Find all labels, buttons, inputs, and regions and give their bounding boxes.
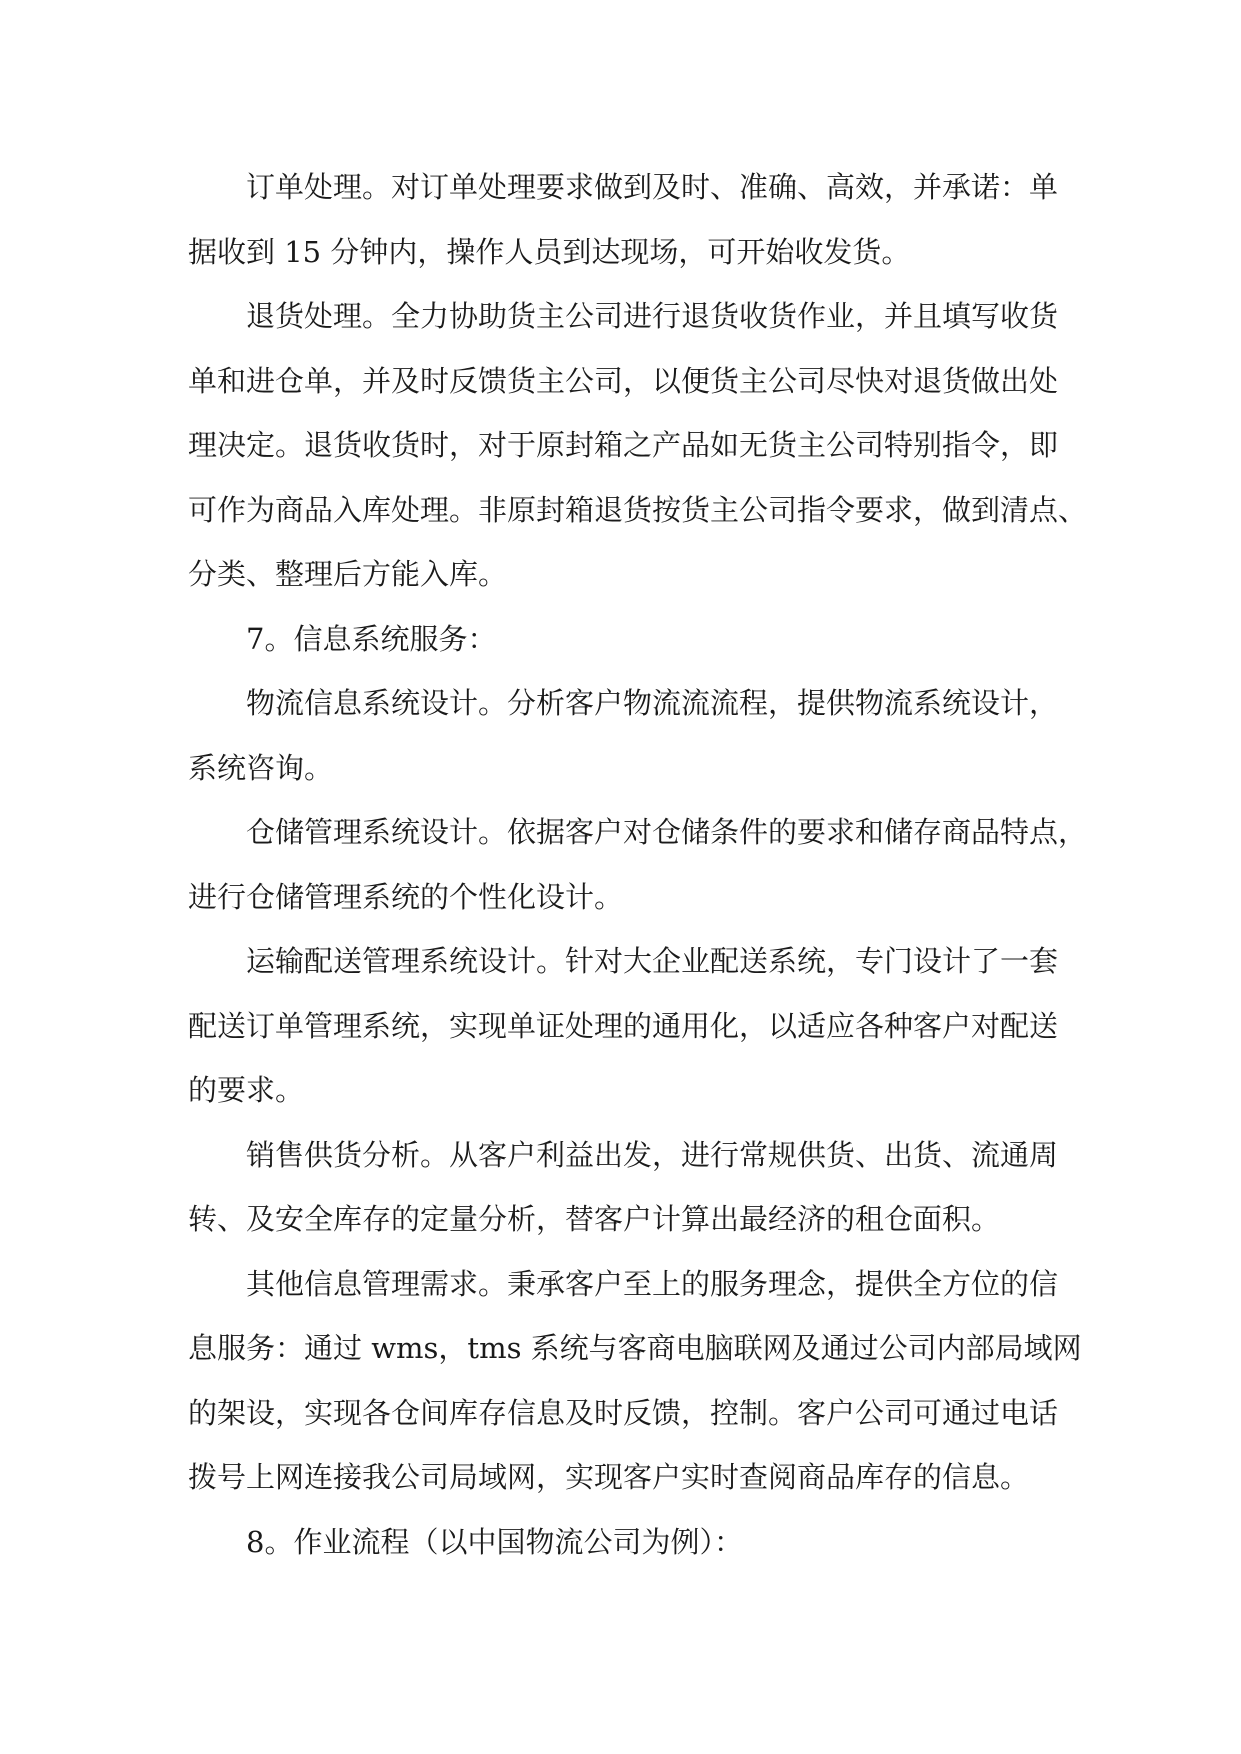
text-line: 息服务：通过 wms，tms 系统与客商电脑联网及通过公司内部局域网 [188,1331,1082,1365]
paragraph-order-processing [188,155,1059,284]
text-line: 销售供货分析。从客户利益出发，进行常规供货、出货、流通周 [246,1137,1059,1172]
text-line: 可作为商品入库处理。非原封箱退货按货主公司指令要求，做到清点、 [188,492,1088,527]
text-line: 系统咨询。 [188,750,334,785]
text-line: 分类、整理后方能入库。 [188,557,508,591]
section-heading-workflow [188,1510,1054,1575]
paragraph-transport-design [188,929,1059,1123]
text-line: 进行仓储管理系统的个性化设计。 [188,879,624,914]
paragraph-warehouse-design [188,800,1088,929]
paragraph-logistics-design [188,671,1059,800]
section-heading: 8。作业流程（以中国物流公司为例）： [246,1524,743,1559]
paragraph-returns-processing [188,284,1088,607]
text-line: 的架设，实现各仓间库存信息及时反馈，控制。客户公司可通过电话 [188,1395,1059,1430]
text-line: 仓储管理系统设计。依据客户对仓储条件的要求和储存商品特点， [246,815,1088,849]
text-line: 其他信息管理需求。秉承客户至上的服务理念，提供全方位的信 [246,1266,1059,1301]
text-line: 运输配送管理系统设计。针对大企业配送系统，专门设计了一套 [246,944,1059,978]
section-heading: 7。信息系统服务： [246,621,497,656]
text-line: 据收到 15 分钟内，操作人员到达现场，可开始收发货。 [188,234,911,269]
text-line: 理决定。退货收货时，对于原封箱之产品如无货主公司特别指令，即 [188,428,1059,462]
section-heading-info-systems [188,607,1054,672]
text-line: 物流信息系统设计。分析客户物流流流程，提供物流系统设计， [246,686,1059,720]
text-line: 退货处理。全力协助货主公司进行退货收货作业，并且填写收货 [246,299,1059,333]
text-line: 拨号上网连接我公司局域网，实现客户实时查阅商品库存的信息。 [188,1460,1030,1494]
paragraph-sales-analysis [188,1123,1059,1252]
document-page [188,155,1088,1574]
text-line: 的要求。 [188,1073,305,1107]
text-line: 订单处理。对订单处理要求做到及时、准确、高效，并承诺：单 [246,170,1059,204]
text-line: 转、及安全库存的定量分析，替客户计算出最经济的租仓面积。 [188,1202,1001,1236]
text-line: 配送订单管理系统，实现单证处理的通用化，以适应各种客户对配送 [188,1008,1059,1043]
text-line: 单和进仓单，并及时反馈货主公司，以便货主公司尽快对退货做出处 [188,363,1059,398]
paragraph-other-info [188,1252,1082,1510]
